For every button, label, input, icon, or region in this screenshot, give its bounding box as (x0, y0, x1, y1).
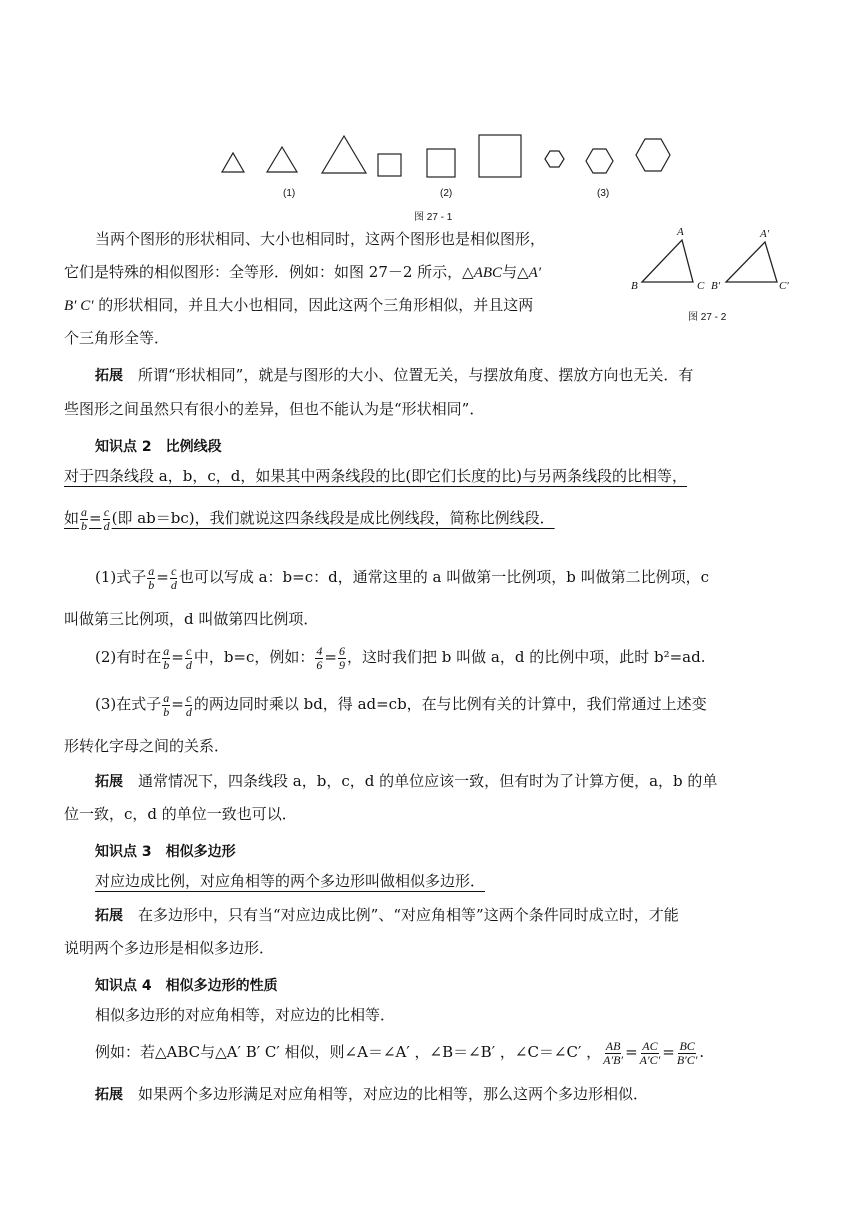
text: 如果两个多边形满足对应角相等，对应边的比相等，那么这两个多边形相似． (138, 1085, 649, 1103)
denominator: 6 (316, 657, 323, 672)
vertex-a-prime: A′ (760, 228, 770, 240)
text: ，这时我们把 b 叫做 a，d 的比例中项，此时 b²=ad. (346, 648, 706, 667)
numerator: AC (642, 1039, 658, 1053)
vertex-a: A (677, 226, 684, 238)
denominator: b (163, 657, 170, 672)
fig1-label-3: (3) (597, 188, 610, 199)
numerator: c (171, 564, 177, 578)
kp2-definition-line-1: 对于四条线段 a，b，c，d，如果其中两条线段的比(即它们长度的比)与另两条线段的比相等， (64, 467, 688, 485)
fig2-caption: 图 27 - 2 (688, 312, 727, 323)
text: (1)式子 (95, 568, 147, 587)
kp3-extension-line-1 (95, 908, 679, 923)
text: 它们是特殊的相似图形：全等形．例如：如图 27－2 所示，△ (64, 263, 474, 281)
kp4-extension (95, 1087, 648, 1102)
denominator: d (185, 704, 192, 719)
numerator: c (186, 644, 192, 658)
equals: = (89, 509, 102, 528)
text: (即 ab＝bc)，我们就说这四条线段是成比例线段，简称比例线段． (111, 509, 555, 528)
kp2-item-3 (95, 692, 707, 718)
kp2-definition-line-2 (64, 506, 555, 532)
kp3-definition: 对应边成比例，对应角相等的两个多边形叫做相似多边形． (95, 872, 486, 890)
small-square (378, 154, 401, 176)
triangle-abc (642, 240, 693, 282)
fraction-a-over-b (80, 506, 88, 532)
fraction-4-over-6 (315, 645, 323, 671)
fraction-c-over-d (185, 692, 193, 718)
denominator: b (148, 577, 155, 592)
equals: = (171, 695, 184, 714)
extension-1-line-2: 些图形之间虽然只有很小的差异，但也不能认为是“形状相同”． (64, 400, 485, 418)
denominator: d (185, 657, 192, 672)
denominator: B′C′ (676, 1052, 698, 1067)
fraction-a-over-b (162, 692, 170, 718)
text: 通常情况下，四条线段 a，b，c，d 的单位应该一致，但有时为了计算方便，a，b 的单 (138, 772, 718, 790)
triangle-name-abc: ABC (473, 265, 503, 281)
congruent-line-1: 当两个图形的形状相同、大小也相同时，这两个图形也是相似图形， (95, 230, 546, 248)
equals: = (324, 648, 337, 667)
period: . (699, 1043, 705, 1062)
congruent-line-4: 个三角形全等． (64, 329, 170, 347)
kp3-extension-line-2: 说明两个多边形是相似多边形． (64, 939, 275, 957)
text: 中，b=c，例如： (193, 648, 315, 667)
vertex-b: B (631, 280, 638, 292)
numerator: BC (679, 1039, 695, 1053)
kp2-item-2 (95, 645, 705, 671)
vertex-name: A′ (528, 265, 542, 281)
numerator: c (103, 505, 110, 519)
medium-square (427, 149, 455, 177)
congruent-line-2 (64, 265, 541, 281)
fraction-c-over-d (170, 565, 178, 591)
fig1-caption: 图 27 - 1 (414, 212, 453, 223)
text: 的两边同时乘以 bd，得 ad=cb，在与比例有关的计算中，我们常通过上述变 (193, 695, 707, 714)
fraction-a-over-b (147, 565, 155, 591)
extension-tag: 拓展 (95, 368, 123, 384)
denominator: 9 (338, 657, 345, 672)
vertex-c-prime: C′ (779, 280, 789, 292)
equals: = (662, 1043, 675, 1062)
kp2-item-3-line-2: 形转化字母之间的关系． (64, 737, 230, 755)
fraction-ab-over-apbp (602, 1040, 624, 1066)
congruent-line-3 (64, 298, 533, 314)
kp2-item-1 (95, 565, 709, 591)
kp2-extension-line-1 (95, 774, 717, 789)
fraction-c-over-d (185, 645, 193, 671)
large-hexagon (636, 139, 670, 171)
text: 在多边形中，只有当“对应边成比例”、“对应角相等”这两个条件同时成立时，才能 (138, 906, 679, 924)
equals: = (156, 568, 169, 587)
denominator: b (163, 704, 170, 719)
medium-triangle (267, 147, 297, 172)
medium-hexagon (586, 149, 613, 173)
vertex-b-prime: B′ (711, 280, 721, 292)
fig1-label-1: (1) (283, 188, 296, 199)
small-hexagon (545, 151, 564, 167)
extension-tag: 拓展 (95, 1087, 123, 1103)
kp4-example (95, 1040, 704, 1066)
fraction-6-over-9 (338, 645, 346, 671)
denominator: d (170, 577, 177, 592)
text: 例如：若△ABC与△A′ B′ C′ 相似，则∠A＝∠A′ ，∠B＝∠B′ ，∠C＝∠C′ ， (95, 1043, 602, 1062)
numerator: AB (605, 1039, 621, 1053)
fraction-ac-over-apcp (639, 1040, 662, 1066)
numerator: 4 (316, 644, 323, 658)
text: (3)在式子 (95, 695, 162, 714)
equals: = (625, 1043, 638, 1062)
numerator: a (148, 564, 155, 578)
numerator: c (186, 691, 192, 705)
figure-27-1 (215, 130, 685, 182)
vertex-names: B′ C′ (64, 298, 94, 314)
text: 如 (64, 509, 80, 528)
numerator: 6 (338, 644, 345, 658)
extension-tag: 拓展 (95, 774, 123, 790)
kp4-heading: 知识点 4 相似多边形的性质 (95, 978, 278, 994)
fig1-label-2: (2) (440, 188, 453, 199)
large-triangle (322, 136, 366, 173)
text: 所谓“形状相同”，就是与图形的大小、位置无关，与摆放角度、摆放方向也无关．有 (138, 366, 694, 384)
vertex-c: C (697, 280, 705, 292)
triangle-abc-prime (726, 242, 777, 282)
fraction-a-over-b (162, 645, 170, 671)
equals: = (171, 648, 184, 667)
text: 也可以写成 a：b=c：d，通常这里的 a 叫做第一比例项，b 叫做第二比例项，c (178, 568, 709, 587)
fraction-c-over-d (103, 506, 111, 532)
numerator: a (81, 505, 88, 519)
text: 的形状相同，并且大小也相同，因此这两个三角形相似，并且这两 (93, 296, 534, 314)
denominator: d (103, 518, 110, 533)
kp3-heading: 知识点 3 相似多边形 (95, 844, 236, 860)
text: 与△ (502, 263, 529, 281)
large-square (479, 135, 521, 177)
fraction-bc-over-bpcp (676, 1040, 699, 1066)
text: (2)有时在 (95, 648, 162, 667)
numerator: a (163, 644, 170, 658)
kp2-item-1-line-2: 叫做第三比例项，d 叫做第四比例项． (64, 610, 319, 628)
kp2-heading: 知识点 2 比例线段 (95, 439, 222, 455)
denominator: b (81, 518, 88, 533)
numerator: a (163, 691, 170, 705)
small-triangle (222, 153, 244, 172)
extension-1-line-1 (95, 368, 693, 383)
extension-tag: 拓展 (95, 908, 123, 924)
denominator: A′B′ (603, 1052, 624, 1067)
kp2-extension-line-2: 位一致，c，d 的单位一致也可以． (64, 805, 297, 823)
denominator: A′C′ (639, 1052, 661, 1067)
kp4-line-1: 相似多边形的对应角相等，对应边的比相等． (95, 1006, 396, 1024)
